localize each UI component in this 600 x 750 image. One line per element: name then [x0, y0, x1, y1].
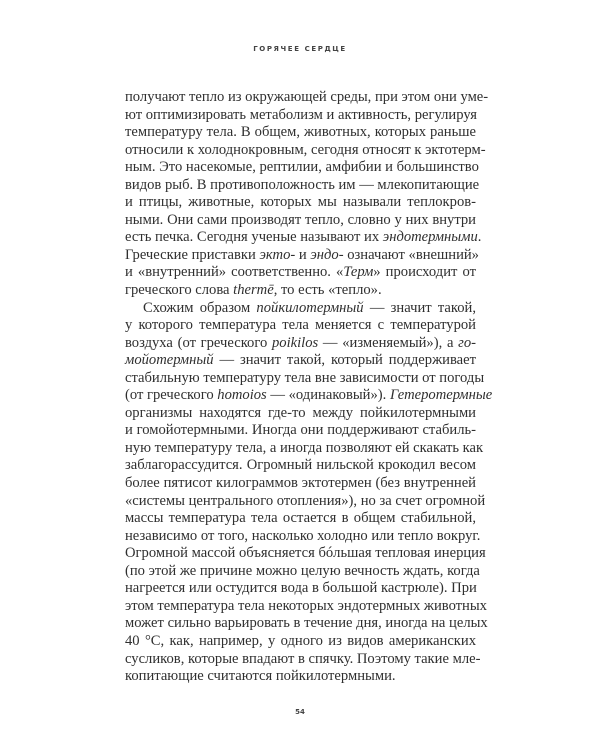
italic-term: homoios	[217, 387, 267, 404]
text-run: 40 °C, как, например, у одного из видов американских	[125, 632, 476, 649]
running-head: ГОРЯЧЕЕ СЕРДЦЕ	[253, 45, 347, 53]
italic-term: мойотермный	[125, 352, 214, 369]
text-run: означают «внешний»	[343, 246, 479, 263]
text-run: — значит такой, который поддерживает	[213, 352, 476, 369]
text-run: (по этой же причине можно целую вечность ждать, когда	[125, 562, 480, 579]
text-line	[125, 650, 481, 669]
text-run: греческого слова	[125, 282, 234, 299]
text-run: и птицы, животные, которых мы называли теплокров-	[125, 194, 476, 211]
text-run: и гомойотермными. Иногда они поддерживают стабиль-	[125, 422, 476, 439]
text-run: «системы центрального отопления»), но за счет огромной	[125, 492, 486, 509]
text-run: » происходит от	[373, 264, 476, 281]
italic-term: го-	[458, 334, 476, 351]
text-run: ную температуру тела, а иногда позволяют ей скакать как	[125, 439, 484, 456]
text-line	[125, 229, 482, 247]
text-run: и «внутренний» соответственно. «	[125, 264, 344, 281]
text-line	[125, 545, 486, 563]
text-line	[125, 246, 479, 265]
italic-term: пойкилотермный	[256, 299, 364, 316]
text-line	[125, 317, 476, 335]
text-run: независимо от того, насколько холодно или тепло вокруг.	[125, 527, 481, 544]
text-line	[125, 141, 486, 160]
text-run: массы температура тела остается в общем стабильной,	[125, 510, 476, 527]
text-line	[125, 335, 476, 353]
text-line	[125, 615, 488, 633]
text-line	[125, 212, 476, 230]
text-run: видов рыб. В противоположность им — млекопитающие	[125, 176, 480, 193]
text-run: организмы находятся где-то между пойкилотермными	[125, 404, 476, 421]
italic-term: Терм	[343, 264, 374, 281]
text-line	[125, 264, 476, 282]
text-line	[125, 580, 476, 598]
text-line	[125, 387, 493, 405]
text-line	[125, 562, 480, 581]
text-run: — значит такой,	[363, 299, 477, 316]
text-run: копитающие считаются пойкилотермными.	[125, 668, 396, 685]
text-run: сусликов, которые впадают в спячку. Поэтому такие мле-	[125, 650, 481, 667]
text-run: .	[477, 229, 482, 246]
text-run: у которого температура тела меняется с температурой	[125, 317, 476, 334]
text-line	[125, 422, 476, 440]
text-line	[125, 475, 476, 493]
text-run: заблагорассудится. Огромный нильской крокодил весом	[125, 457, 476, 474]
text-run: воздуха (от греческого	[125, 334, 272, 351]
text-line	[125, 282, 476, 300]
text-line	[125, 124, 476, 142]
text-run: — «изменяемый»), а	[318, 334, 459, 351]
text-run: температуру тела. В общем, животных, которых раньше	[125, 124, 476, 141]
text-run: стабильную температуру тела вне зависимости от погоды	[125, 369, 485, 386]
text-run: получают тепло из окружающей среды, при этом они уме-	[125, 89, 489, 105]
text-run: относили к холоднокровным, сегодня относят к эктотерм-	[125, 141, 486, 158]
text-line	[125, 405, 476, 423]
text-run: Греческие приставки	[125, 246, 260, 263]
text-run: Схожим образом	[143, 299, 257, 316]
text-line	[125, 597, 487, 616]
text-run: есть печка. Сегодня ученые называют их	[125, 229, 383, 246]
text-line	[125, 194, 476, 212]
text-run: ным. Это насекомые, рептилии, амфибии и большинство	[125, 159, 479, 176]
text-run: , то есть «тепло».	[273, 282, 382, 299]
text-run: более пятисот килограммов эктотермен (без внутренней	[125, 475, 476, 492]
italic-term: Гетеротермные	[389, 387, 493, 404]
italic-term: эндо-	[310, 246, 344, 263]
text-line	[125, 159, 479, 177]
body-text	[125, 89, 493, 686]
text-line	[125, 439, 484, 458]
italic-term: thermē	[233, 282, 274, 299]
text-run: может сильно варьировать в течение дня, иногда на целых	[125, 615, 488, 632]
text-line	[125, 176, 480, 195]
text-line	[125, 527, 481, 546]
italic-term: poikilos	[271, 334, 319, 351]
text-line	[125, 633, 476, 651]
text-line	[125, 369, 485, 388]
text-line	[125, 510, 476, 528]
text-run: (от греческого	[125, 387, 218, 404]
italic-term: эндотермными	[382, 229, 478, 246]
text-line	[125, 300, 476, 318]
text-line	[125, 89, 489, 107]
text-run: ными. Они сами производят тепло, словно у них внутри	[125, 211, 476, 228]
text-line	[125, 668, 476, 686]
text-line	[125, 107, 476, 125]
text-run: Огромной массой объясняется бóльшая тепловая инерция	[125, 545, 486, 562]
text-run: этом температура тела некоторых эндотермных животных	[125, 597, 487, 614]
text-run: и	[295, 246, 311, 263]
text-run: — «одинаковый»).	[266, 387, 390, 404]
text-line	[125, 352, 476, 370]
text-run: нагреется или остудится вода в большой кастрюле). При	[125, 580, 477, 597]
italic-term: экто-	[259, 246, 296, 263]
text-line	[125, 457, 476, 475]
page-number: 54	[295, 708, 305, 716]
text-run: ют оптимизировать метаболизм и активность, регулируя	[125, 106, 477, 123]
text-line	[125, 492, 486, 511]
